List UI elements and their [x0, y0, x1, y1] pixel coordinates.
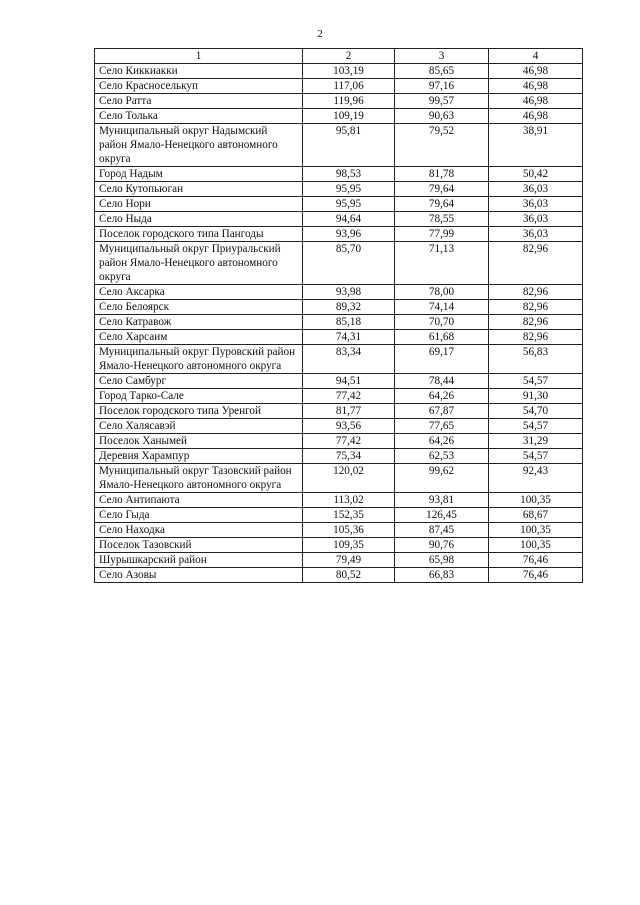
table-row — [95, 124, 583, 167]
value-cell-col2: 93,96 — [303, 227, 395, 242]
value-cell-col4: 92,43 — [489, 464, 583, 493]
table-row — [95, 568, 583, 583]
row-name-cell: Село Антипаюта — [95, 493, 303, 508]
value-cell-col3: 77,65 — [395, 419, 489, 434]
value-cell-col4: 46,98 — [489, 94, 583, 109]
value-cell-col2: 81,77 — [303, 404, 395, 419]
row-name-cell: Поселок Тазовский — [95, 538, 303, 553]
value-cell-col3: 67,87 — [395, 404, 489, 419]
value-cell-col2: 98,53 — [303, 167, 395, 182]
table-row — [95, 227, 583, 242]
table-row — [95, 94, 583, 109]
row-name-cell: Село Красноселькуп — [95, 79, 303, 94]
value-cell-col2: 119,96 — [303, 94, 395, 109]
table-row — [95, 285, 583, 300]
table-row — [95, 449, 583, 464]
value-cell-col3: 79,64 — [395, 182, 489, 197]
value-cell-col4: 100,35 — [489, 523, 583, 538]
table-row — [95, 182, 583, 197]
row-name-cell: Село Кутопьюган — [95, 182, 303, 197]
value-cell-col2: 77,42 — [303, 434, 395, 449]
table-row — [95, 404, 583, 419]
table-row — [95, 64, 583, 79]
value-cell-col4: 82,96 — [489, 315, 583, 330]
value-cell-col2: 109,19 — [303, 109, 395, 124]
tariff-table — [94, 48, 583, 583]
value-cell-col2: 120,02 — [303, 464, 395, 493]
value-cell-col3: 62,53 — [395, 449, 489, 464]
table-row — [95, 434, 583, 449]
value-cell-col3: 78,55 — [395, 212, 489, 227]
column-header: 3 — [395, 49, 489, 64]
table-row — [95, 330, 583, 345]
row-name-cell: Село Харсаим — [95, 330, 303, 345]
row-name-cell: Поселок Ханымей — [95, 434, 303, 449]
value-cell-col4: 82,96 — [489, 285, 583, 300]
table-row — [95, 389, 583, 404]
value-cell-col4: 36,03 — [489, 182, 583, 197]
value-cell-col2: 103,19 — [303, 64, 395, 79]
value-cell-col4: 31,29 — [489, 434, 583, 449]
row-name-cell: Муниципальный округ Тазовский район Ямало-Ненецкого автономного округа — [95, 464, 303, 493]
row-name-cell: Муниципальный округ Надымский район Ямало-Ненецкого автономного округа — [95, 124, 303, 167]
value-cell-col3: 79,52 — [395, 124, 489, 167]
value-cell-col4: 76,46 — [489, 553, 583, 568]
value-cell-col2: 109,35 — [303, 538, 395, 553]
value-cell-col4: 68,67 — [489, 508, 583, 523]
value-cell-col4: 36,03 — [489, 212, 583, 227]
table-row — [95, 419, 583, 434]
row-name-cell: Село Самбург — [95, 374, 303, 389]
value-cell-col3: 65,98 — [395, 553, 489, 568]
value-cell-col2: 74,31 — [303, 330, 395, 345]
value-cell-col2: 117,06 — [303, 79, 395, 94]
value-cell-col3: 126,45 — [395, 508, 489, 523]
value-cell-col3: 61,68 — [395, 330, 489, 345]
value-cell-col3: 90,76 — [395, 538, 489, 553]
value-cell-col2: 75,34 — [303, 449, 395, 464]
row-name-cell: Город Тарко-Сале — [95, 389, 303, 404]
row-name-cell: Село Нори — [95, 197, 303, 212]
table-row — [95, 212, 583, 227]
value-cell-col2: 95,95 — [303, 182, 395, 197]
row-name-cell: Город Надым — [95, 167, 303, 182]
table-row — [95, 523, 583, 538]
row-name-cell: Село Белоярск — [95, 300, 303, 315]
row-name-cell: Деревия Харампур — [95, 449, 303, 464]
row-name-cell: Село Ныда — [95, 212, 303, 227]
table-row — [95, 242, 583, 285]
table-body — [95, 64, 583, 583]
value-cell-col3: 93,81 — [395, 493, 489, 508]
row-name-cell: Муниципальный округ Приуральский район Ямало-Ненецкого автономного округа — [95, 242, 303, 285]
table-row — [95, 109, 583, 124]
table-row — [95, 197, 583, 212]
value-cell-col3: 97,16 — [395, 79, 489, 94]
value-cell-col4: 100,35 — [489, 538, 583, 553]
value-cell-col3: 71,13 — [395, 242, 489, 285]
table-row — [95, 538, 583, 553]
table-row — [95, 167, 583, 182]
value-cell-col3: 78,44 — [395, 374, 489, 389]
value-cell-col2: 95,81 — [303, 124, 395, 167]
value-cell-col2: 77,42 — [303, 389, 395, 404]
value-cell-col3: 70,70 — [395, 315, 489, 330]
value-cell-col3: 85,65 — [395, 64, 489, 79]
value-cell-col4: 76,46 — [489, 568, 583, 583]
row-name-cell: Село Ратта — [95, 94, 303, 109]
column-header: 1 — [95, 49, 303, 64]
value-cell-col3: 99,62 — [395, 464, 489, 493]
value-cell-col4: 54,57 — [489, 419, 583, 434]
table-row — [95, 508, 583, 523]
value-cell-col2: 85,70 — [303, 242, 395, 285]
value-cell-col4: 82,96 — [489, 300, 583, 315]
value-cell-col4: 100,35 — [489, 493, 583, 508]
table-row — [95, 553, 583, 568]
value-cell-col4: 38,91 — [489, 124, 583, 167]
value-cell-col2: 113,02 — [303, 493, 395, 508]
value-cell-col2: 95,95 — [303, 197, 395, 212]
value-cell-col4: 54,70 — [489, 404, 583, 419]
value-cell-col3: 66,83 — [395, 568, 489, 583]
value-cell-col2: 152,35 — [303, 508, 395, 523]
value-cell-col2: 93,56 — [303, 419, 395, 434]
table-row — [95, 464, 583, 493]
value-cell-col4: 46,98 — [489, 109, 583, 124]
row-name-cell: Шурышкарский район — [95, 553, 303, 568]
value-cell-col4: 82,96 — [489, 242, 583, 285]
value-cell-col4: 46,98 — [489, 79, 583, 94]
value-cell-col4: 91,30 — [489, 389, 583, 404]
value-cell-col3: 81,78 — [395, 167, 489, 182]
value-cell-col4: 36,03 — [489, 197, 583, 212]
row-name-cell: Село Киккиакки — [95, 64, 303, 79]
value-cell-col4: 50,42 — [489, 167, 583, 182]
value-cell-col3: 64,26 — [395, 434, 489, 449]
value-cell-col2: 94,64 — [303, 212, 395, 227]
value-cell-col2: 93,98 — [303, 285, 395, 300]
value-cell-col3: 69,17 — [395, 345, 489, 374]
value-cell-col4: 54,57 — [489, 374, 583, 389]
table-row — [95, 345, 583, 374]
value-cell-col4: 54,57 — [489, 449, 583, 464]
value-cell-col3: 99,57 — [395, 94, 489, 109]
row-name-cell: Поселок городского типа Уренгой — [95, 404, 303, 419]
value-cell-col2: 85,18 — [303, 315, 395, 330]
value-cell-col3: 78,00 — [395, 285, 489, 300]
table-header-row — [95, 49, 583, 64]
value-cell-col3: 64,26 — [395, 389, 489, 404]
row-name-cell: Село Гыда — [95, 508, 303, 523]
value-cell-col4: 56,83 — [489, 345, 583, 374]
value-cell-col3: 77,99 — [395, 227, 489, 242]
table-row — [95, 374, 583, 389]
value-cell-col3: 74,14 — [395, 300, 489, 315]
value-cell-col3: 79,64 — [395, 197, 489, 212]
row-name-cell: Село Толька — [95, 109, 303, 124]
row-name-cell: Село Азовы — [95, 568, 303, 583]
row-name-cell: Муниципальный округ Пуровский район Ямало-Ненецкого автономного округа — [95, 345, 303, 374]
value-cell-col4: 46,98 — [489, 64, 583, 79]
row-name-cell: Село Находка — [95, 523, 303, 538]
value-cell-col3: 87,45 — [395, 523, 489, 538]
value-cell-col2: 83,34 — [303, 345, 395, 374]
table-row — [95, 79, 583, 94]
column-header: 2 — [303, 49, 395, 64]
row-name-cell: Поселок городского типа Пангоды — [95, 227, 303, 242]
table-row — [95, 493, 583, 508]
value-cell-col2: 89,32 — [303, 300, 395, 315]
table-row — [95, 300, 583, 315]
value-cell-col2: 79,49 — [303, 553, 395, 568]
value-cell-col4: 82,96 — [489, 330, 583, 345]
value-cell-col4: 36,03 — [489, 227, 583, 242]
row-name-cell: Село Аксарка — [95, 285, 303, 300]
column-header: 4 — [489, 49, 583, 64]
value-cell-col3: 90,63 — [395, 109, 489, 124]
row-name-cell: Село Халясавэй — [95, 419, 303, 434]
row-name-cell: Село Катравож — [95, 315, 303, 330]
value-cell-col2: 105,36 — [303, 523, 395, 538]
value-cell-col2: 80,52 — [303, 568, 395, 583]
table-row — [95, 315, 583, 330]
value-cell-col2: 94,51 — [303, 374, 395, 389]
page-number: 2 — [317, 28, 323, 40]
